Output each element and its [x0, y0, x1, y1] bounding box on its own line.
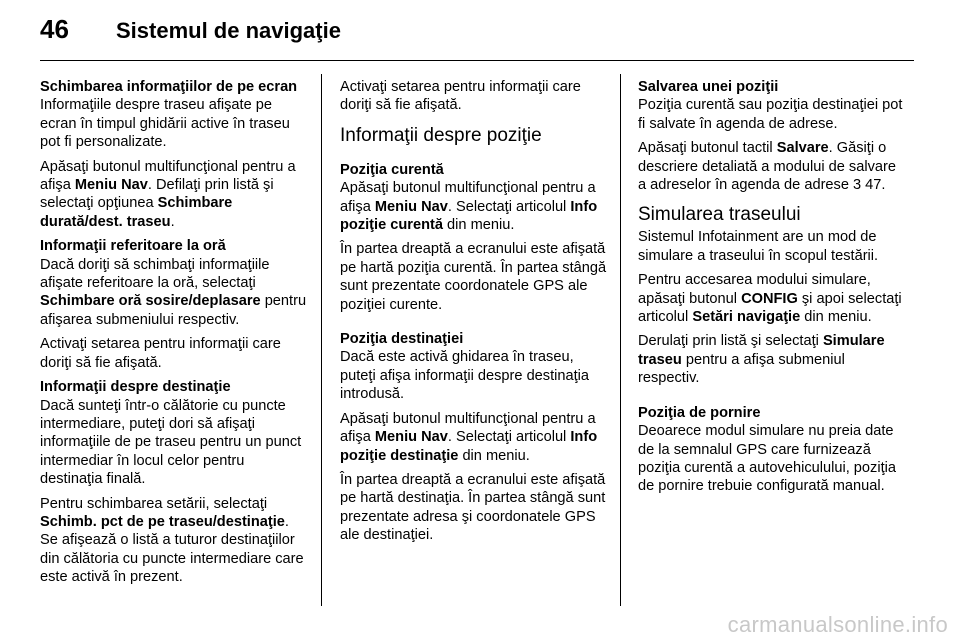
menu-term: Info poziţie curentă: [340, 198, 598, 234]
section-title: Poziţia destinaţiei: [340, 331, 464, 348]
paragraph: Dacă este activă ghidarea în traseu, puteţi afişa informaţii despre destinaţia introdusă.: [340, 349, 590, 403]
section-heading: Simularea traseului: [638, 204, 801, 226]
paragraph: Dacă sunteţi într-o călătorie cu puncte intermediare, puteţi dori să afişaţi informaţiile de pe traseu pentru un punct intermediar în locul celor pentru destinaţia finală.: [40, 397, 302, 488]
menu-term: Setări navigaţie: [692, 309, 801, 326]
column-divider: [321, 74, 322, 606]
section-title: Poziţia de pornire: [638, 404, 761, 421]
section-title: Salvarea unei poziţii: [638, 79, 779, 95]
column-3: [638, 78, 906, 502]
button-term: Salvare: [776, 140, 829, 157]
menu-term: Meniu Nav: [374, 198, 448, 215]
paragraph: Apăsaţi butonul multifuncţional pentru a afişa Meniu Nav. Selectaţi articolul Info poziţie curentă din meniu.: [340, 180, 598, 234]
paragraph: Apăsaţi butonul tactil Salvare. Găsiţi o descriere detaliată a modului de salvare a adreselor în agenda de adrese 3 47.: [638, 140, 896, 194]
paragraph: Deoarece modul simulare nu preia date de la semnalul GPS care furnizează poziţia curentă a autovehiculului, poziţia de pornire trebuie configurată manual.: [638, 423, 896, 495]
column-1: [40, 78, 308, 593]
column-2: [340, 78, 608, 551]
menu-term: Simulare traseu: [638, 333, 885, 368]
menu-term: Meniu Nav: [74, 177, 148, 194]
watermark: carmanualsonline.info: [727, 612, 948, 637]
paragraph: Poziţia curentă sau poziţia destinaţiei pot fi salvate în agenda de adrese.: [638, 97, 903, 132]
section-title: Informaţii referitoare la oră: [40, 238, 226, 255]
menu-term: Schimbare oră sosire/deplasare: [40, 293, 261, 310]
menu-term: Info poziţie destinaţie: [340, 429, 598, 464]
section-title: Schimbarea informaţiilor de pe ecran: [40, 79, 298, 95]
paragraph: Informaţiile despre traseu afişate pe ecran în timpul ghidării active în traseu pot fi personalizate.: [40, 97, 290, 151]
paragraph: Activaţi setarea pentru informaţii care doriţi să fie afişată.: [40, 336, 281, 371]
menu-term: Schimb. pct de pe traseu/destinaţie: [40, 513, 285, 530]
paragraph: Sistemul Infotainment are un mod de simulare a traseului în scopul testării.: [638, 229, 879, 264]
paragraph: Derulaţi prin listă şi selectaţi Simulare traseu pentru a afişa submeniul respectiv.: [638, 333, 885, 387]
chapter-title: Sistemul de navigaţie: [116, 18, 341, 43]
paragraph: În partea dreaptă a ecranului este afişată pe hartă destinaţia. În partea stângă sunt prezentate adresa şi coordonatele GPS ale destinaţiei.: [340, 471, 606, 544]
paragraph: Apăsaţi butonul multifuncţional pentru a afişa Meniu Nav. Defilaţi prin listă şi selectaţi opţiunea Schimbare durată/dest. traseu.: [40, 158, 296, 230]
column-divider: [620, 74, 621, 606]
menu-term: Schimbare durată/dest. traseu: [40, 195, 233, 230]
page-number: 46: [40, 14, 69, 44]
page-header: [40, 14, 341, 50]
button-term: CONFIG: [741, 290, 798, 307]
page-reference: 3 47: [853, 177, 882, 194]
paragraph: Apăsaţi butonul multifuncţional pentru a afişa Meniu Nav. Selectaţi articolul Info poziţie destinaţie din meniu.: [340, 410, 598, 464]
section-heading: Informaţii despre poziţie: [340, 124, 542, 146]
paragraph: Activaţi setarea pentru informaţii care doriţi să fie afişată.: [340, 79, 581, 114]
paragraph: Pentru schimbarea setării, selectaţi Schimb. pct de pe traseu/destinaţie. Se afişează o listă a tuturor destinaţiilor din călătoria cu puncte intermediare care este activă în prezent.: [40, 495, 304, 586]
paragraph: Dacă doriţi să schimbaţi informaţiile afişate referitoare la oră, selectaţi Schimbare oră sosire/deplasare pentru afişarea submeniului respectiv.: [40, 256, 307, 328]
section-title: Poziţia curentă: [340, 161, 444, 178]
section-title: Informaţii despre destinaţie: [40, 379, 231, 396]
menu-term: Meniu Nav: [374, 429, 448, 446]
header-rule: [40, 60, 914, 61]
paragraph: Pentru accesarea modului simulare, apăsaţi butonul CONFIG şi apoi selectaţi articolul Setări navigaţie din meniu.: [638, 272, 902, 326]
paragraph: În partea dreaptă a ecranului este afişată pe hartă poziţia curentă. În partea stângă sunt prezentate coordonatele GPS ale poziţiei curente.: [340, 241, 607, 313]
